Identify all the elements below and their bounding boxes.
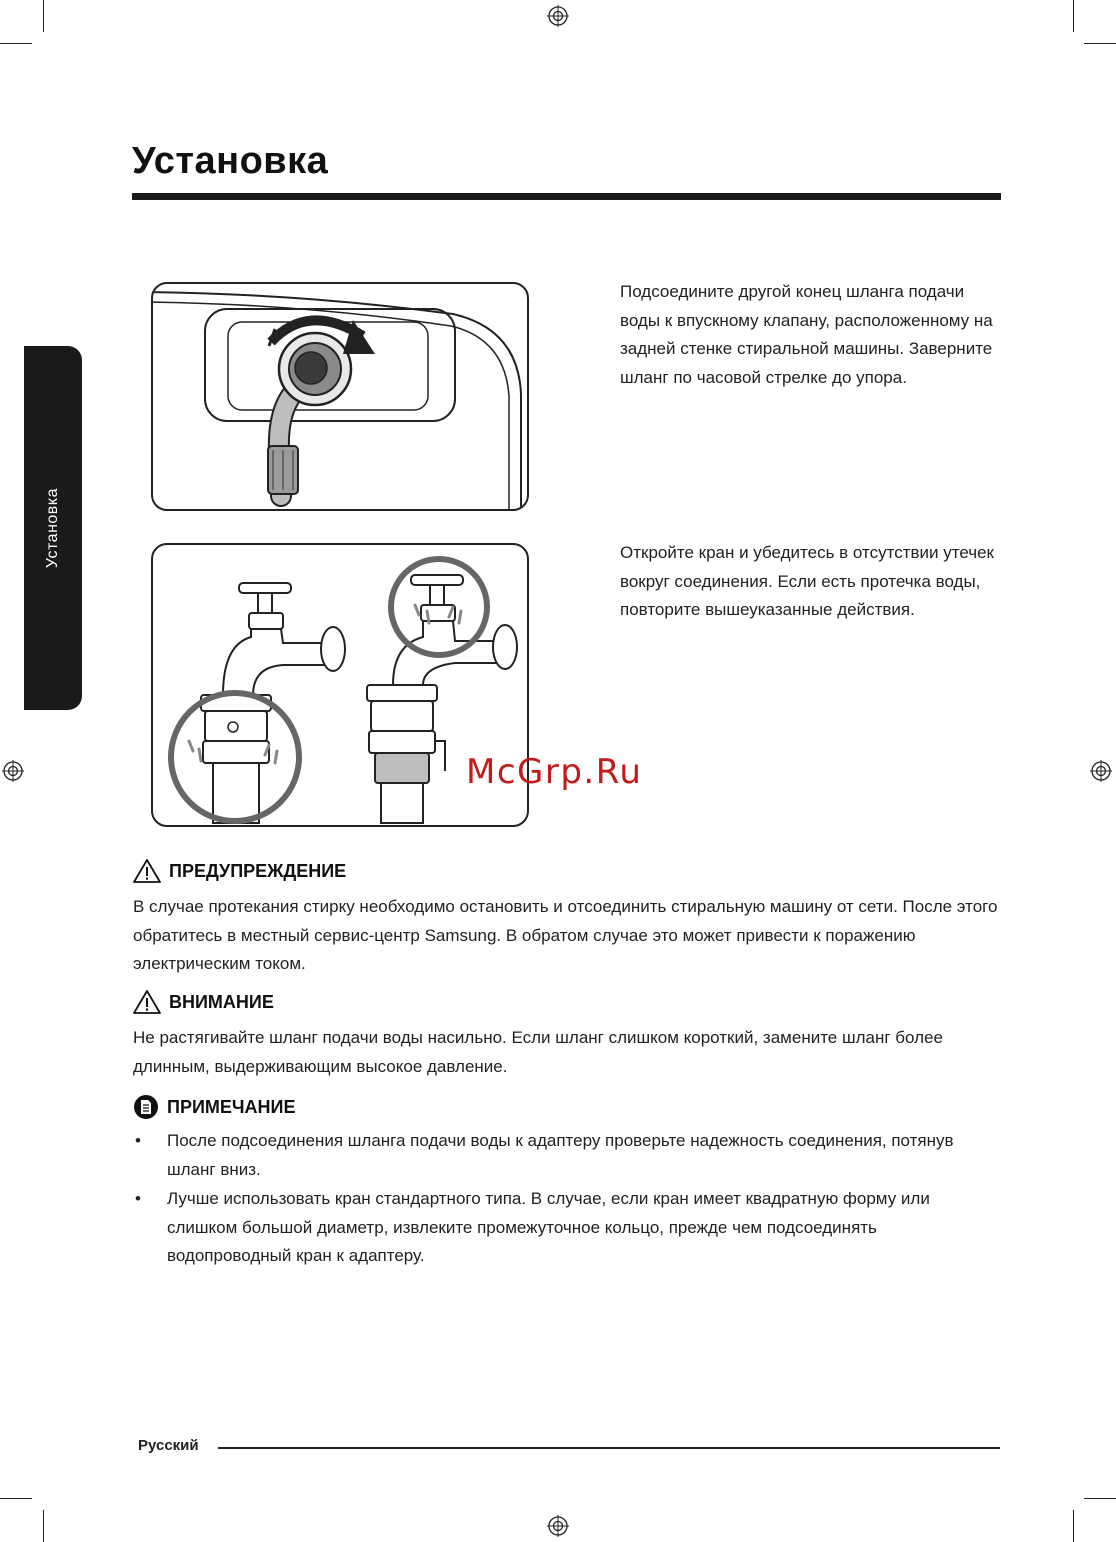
note-item-text: После подсоединения шланга подачи воды к адаптеру проверьте надежность соединения, потянув шланг вниз. xyxy=(167,1131,954,1179)
note-heading xyxy=(133,1094,295,1120)
page-title: Установка xyxy=(132,140,329,182)
registration-mark-icon xyxy=(2,760,24,782)
warning-heading xyxy=(133,858,346,884)
crop-mark xyxy=(1084,1498,1116,1499)
note-item-text: Лучше использовать кран стандартного типа. В случае, если кран имеет квадратную форму или слишком большой диаметр, извлеките промежуточное кольцо, прежде чем подсоединять водопроводный кран к адаптеру. xyxy=(167,1189,930,1265)
warning-text: В случае протекания стирку необходимо остановить и отсоединить стиральную машину от сети. После этого обратитесь в местный сервис-центр Samsung. В обратом случае это может привести к поражению электрическим током. xyxy=(133,897,998,973)
step-2-text: Откройте кран и убедитесь в отсутствии утечек вокруг соединения. Если есть протечка воды, повторите вышеуказанные действия. xyxy=(620,543,994,619)
caution-heading xyxy=(133,989,274,1015)
caution-text: Не растягивайте шланг подачи воды насильно. Если шланг слишком короткий, замените шланг более длинным, выдерживающим высокое давление. xyxy=(133,1028,943,1076)
crop-mark xyxy=(1073,0,1074,32)
note-title: ПРИМЕЧАНИЕ xyxy=(167,1096,296,1117)
note-document-icon xyxy=(133,1094,159,1120)
registration-mark-icon xyxy=(547,5,569,27)
footer-rule xyxy=(218,1447,1000,1449)
title-rule xyxy=(132,193,1001,200)
note-item xyxy=(133,1185,1003,1271)
bullet: • xyxy=(135,1189,141,1208)
warning-triangle-icon xyxy=(133,858,161,884)
step-1-text: Подсоедините другой конец шланга подачи воды к впускному клапану, расположенному на задней стенке стиральной машины. Заверните шланг по часовой стрелке до упора. xyxy=(620,282,993,387)
note-item xyxy=(133,1127,1003,1184)
section-side-tab xyxy=(24,346,82,710)
warning-triangle-icon xyxy=(133,989,161,1015)
crop-mark xyxy=(1084,43,1116,44)
crop-mark xyxy=(43,0,44,32)
watermark: McGrp.Ru xyxy=(466,752,643,792)
warning-title: ПРЕДУПРЕЖДЕНИЕ xyxy=(169,860,347,881)
figure-hose-inlet xyxy=(151,282,529,511)
registration-mark-icon xyxy=(547,1515,569,1537)
crop-mark xyxy=(1073,1510,1074,1542)
crop-mark xyxy=(0,43,32,44)
side-tab-label: Установка xyxy=(44,487,61,569)
hose-inlet-illustration xyxy=(153,284,527,509)
note-list xyxy=(133,1127,1003,1272)
crop-mark xyxy=(43,1510,44,1542)
registration-mark-icon xyxy=(1090,760,1112,782)
caution-title: ВНИМАНИЕ xyxy=(169,991,274,1012)
bullet: • xyxy=(135,1131,141,1150)
crop-mark xyxy=(0,1498,32,1499)
footer-language: Русский xyxy=(138,1437,199,1454)
